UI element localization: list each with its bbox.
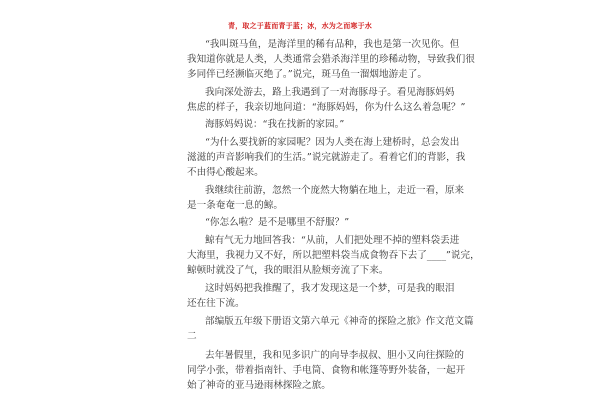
paragraph-line: “我叫斑马鱼，是海洋里的稀有品种，我也是第一次见你。但 — [205, 39, 460, 50]
page-header: 青，取之于蓝而青于蓝；冰，水为之而寒于水 — [228, 21, 372, 30]
paragraph-line: 我知道你就是人类，人类通常会猎杀海洋里的珍稀动物，导致我们很 — [187, 54, 475, 65]
paragraph-line: 部编版五年级下册语文第六单元《神奇的探险之旅》作文范文篇 — [205, 316, 474, 327]
paragraph-line: 我向深处游去，路上我遇到了一对海豚母子。看见海豚妈妈 — [205, 87, 455, 98]
paragraph-line: 多同伴已经濒临灭绝了。”说完，斑马鱼一溜烟地游走了。 — [187, 69, 427, 80]
paragraph-line: 鲸有气无力地回答我：“从前，人们把处理不掉的塑料袋丢进 — [205, 235, 460, 246]
paragraph-line: 我继续往前游，忽然一个庞然大物躺在地上，走近一看，原来 — [205, 185, 465, 196]
paragraph-line: 去年暑假里，我和见多识广的向导李叔叔、胆小又向往探险的 — [205, 350, 465, 361]
paragraph-line: 大海里，我视力又不好，所以把塑料袋当成食物吞下去了____”说完， — [187, 250, 480, 261]
paragraph-line: 还在往下流。 — [187, 298, 245, 309]
paragraph-line: 是一条奄奄一息的鲸。 — [187, 200, 283, 211]
paragraph-line: 不由得心酸起来。 — [187, 167, 264, 178]
paragraph-line: 滋滋的声音影响我们的生活。”说完就游走了。看着它们的背影，我 — [187, 152, 466, 163]
paragraph-line: 这时妈妈把我推醒了，我才发现这是一个梦，可是我的眼泪 — [205, 283, 455, 294]
paragraph-line: “你怎么啦？是不是哪里不舒服？” — [205, 217, 350, 228]
paragraph-line: “为什么要找新的家园呢？因为人类在海上建桥时，总会发出 — [205, 137, 460, 148]
paragraph-line: 二 — [187, 331, 197, 342]
paragraph-line: 焦虑的样子，我亲切地问道：“海豚妈妈，你为什么这么着急呢？” — [187, 102, 466, 113]
paragraph-line: 鲸顿时就没了气，我的眼泪从脸颊旁流了下来。 — [187, 265, 389, 276]
paragraph-line: 海豚妈妈说：“我在找新的家园。” — [205, 119, 345, 130]
paragraph-line: 始了神奇的亚马逊雨林探险之旅。 — [187, 380, 331, 391]
paragraph-line: 同学小张，带着指南针、手电筒、食物和帐篷等野外装备，一起开 — [187, 365, 466, 376]
